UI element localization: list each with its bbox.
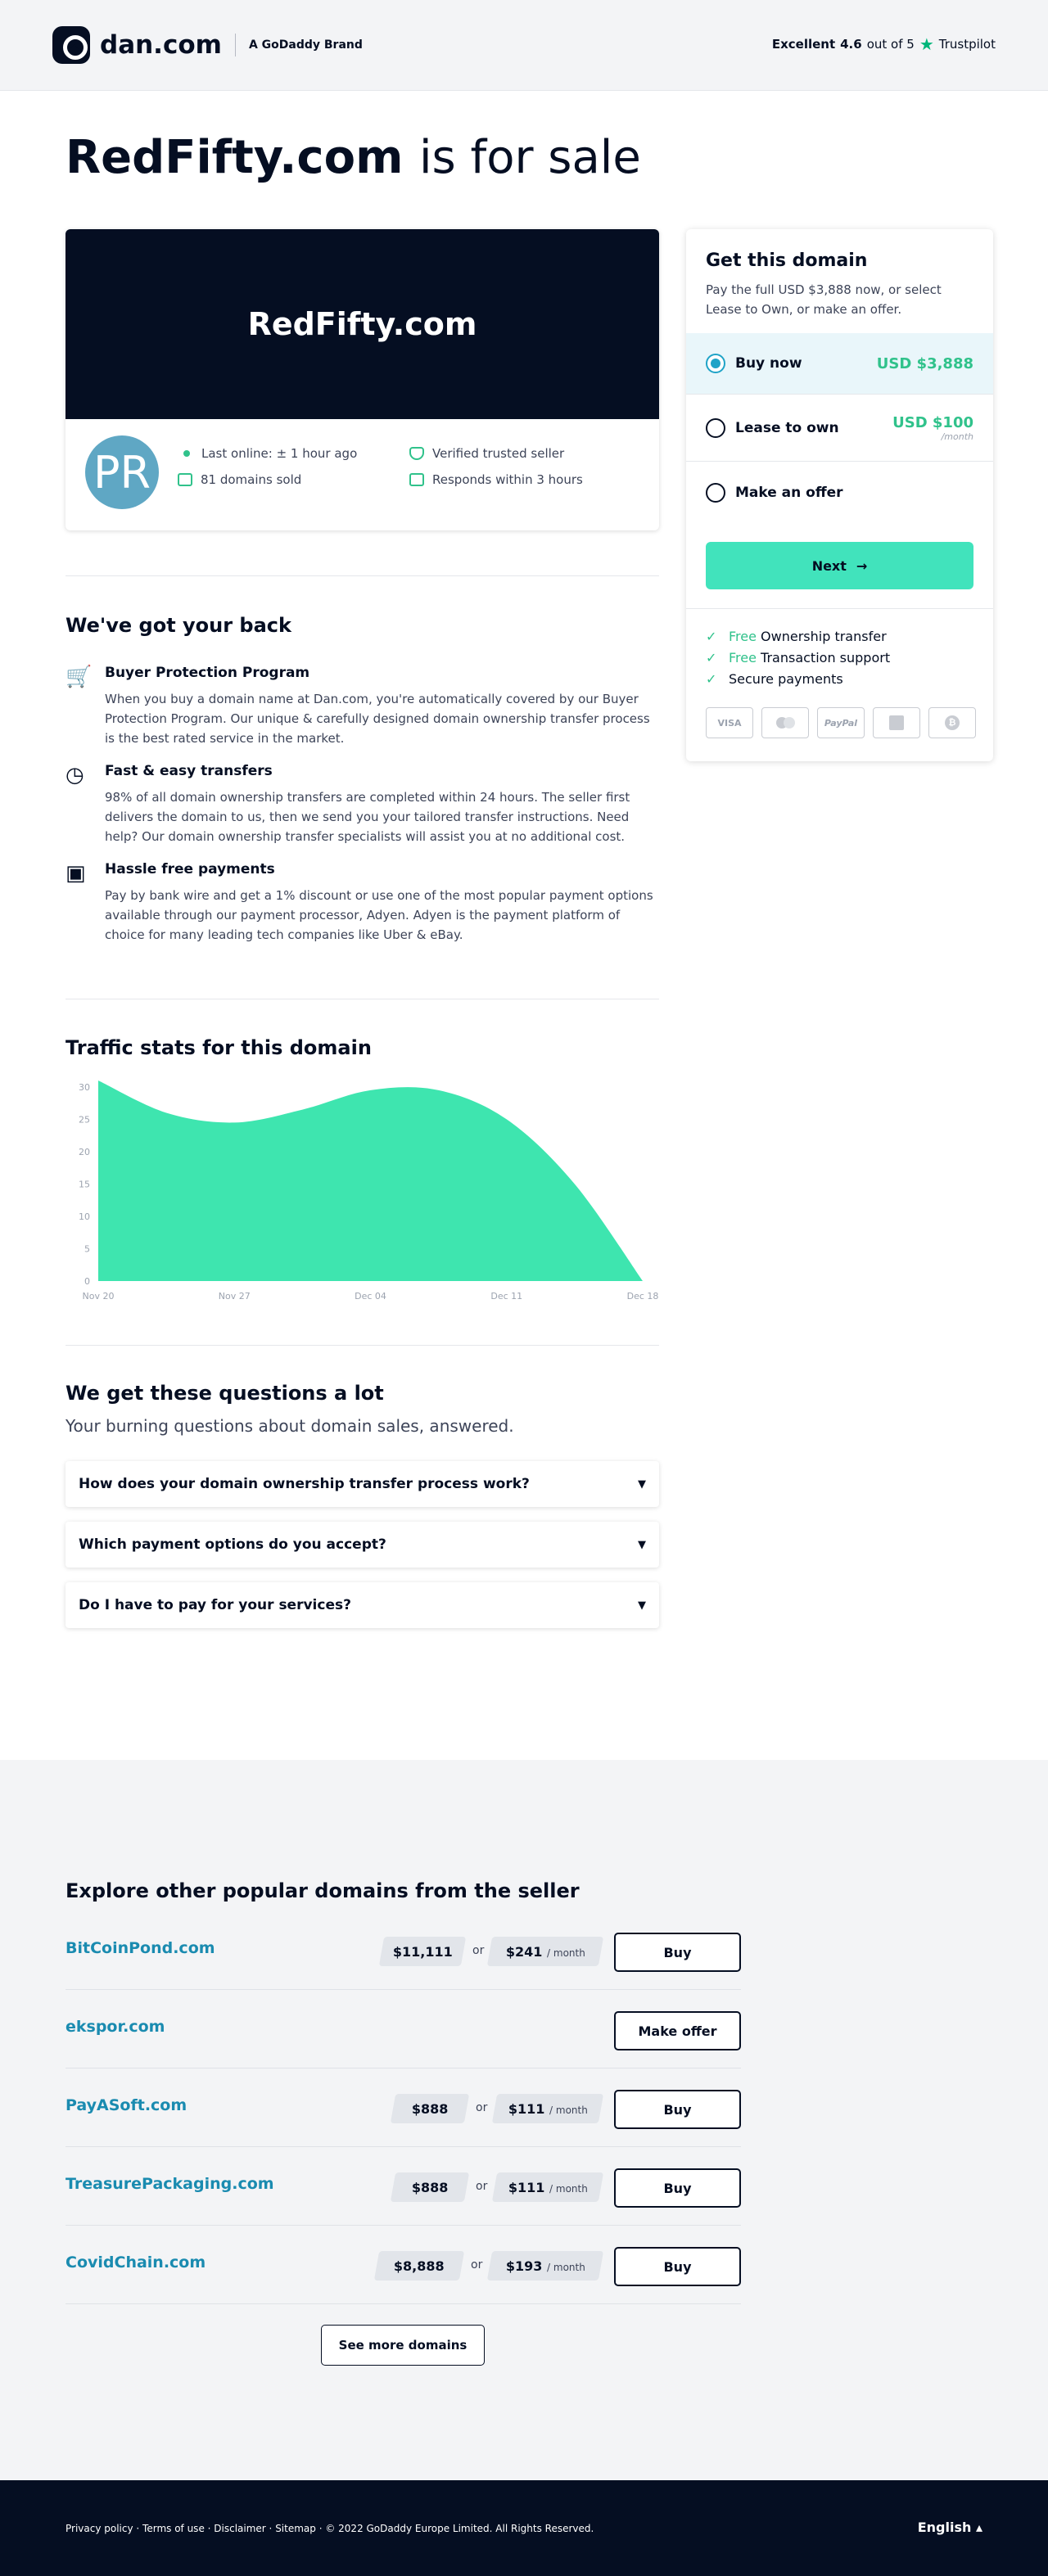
trustpilot-label: Trustpilot bbox=[938, 37, 996, 52]
rating-value: 4.6 bbox=[840, 37, 862, 52]
x-tick-label: Nov 27 bbox=[218, 1291, 251, 1302]
bank-transfer-icon bbox=[873, 707, 920, 738]
payment-methods bbox=[706, 707, 976, 738]
rating-excellent: Excellent bbox=[771, 37, 836, 52]
top-bar bbox=[0, 0, 1048, 91]
check-icon: ✓ bbox=[706, 650, 717, 665]
arrow-right-icon: → bbox=[856, 557, 868, 574]
buy-button[interactable]: Buy bbox=[614, 2090, 741, 2129]
buy-button[interactable]: Buy bbox=[614, 2168, 741, 2208]
chevron-up-icon: ▴ bbox=[975, 2520, 982, 2535]
buybox-desc: Pay the full USD $3,888 now, or select Lease to Own, or make an offer. bbox=[706, 282, 942, 317]
price-pill: $888 bbox=[391, 2172, 469, 2202]
clock-icon: ◷ bbox=[66, 763, 84, 787]
rating-suffix: out of 5 bbox=[866, 37, 915, 52]
faq-title: We get these questions a lot bbox=[66, 1382, 384, 1405]
godaddy-brand: A GoDaddy Brand bbox=[248, 38, 363, 52]
next-button[interactable]: Next → bbox=[706, 542, 973, 589]
perk-secure: ✓ Secure payments bbox=[706, 671, 843, 687]
page-title bbox=[66, 131, 641, 184]
domain-row: TreasurePackaging.com $888 or $111 / month Buy bbox=[66, 2147, 741, 2226]
visa-icon: VISA bbox=[706, 707, 753, 738]
feature-fast-transfers: ◷ Fast & easy transfers 98% of all domain ownership transfers are completed within 24 hours. The seller first delivers the domain to us, then we send you your tailored transfer instructions. Need help? Our domain ownership transfer specialists will assist you at no additional cost. bbox=[66, 763, 630, 844]
privacy-link[interactable]: Privacy policy bbox=[66, 2523, 133, 2534]
domain-row: CovidChain.com $8,888 or $193 / month Buy bbox=[66, 2226, 741, 2304]
check-icon: ✓ bbox=[706, 671, 717, 687]
option-make-offer[interactable]: Make an offer bbox=[686, 462, 993, 523]
y-tick-label: 10 bbox=[79, 1211, 90, 1222]
title-domain: RedFifty.com bbox=[66, 131, 404, 184]
domain-card bbox=[66, 229, 659, 530]
price-pill: $8,888 bbox=[374, 2251, 464, 2281]
monthly-pill: $193 / month bbox=[487, 2251, 603, 2281]
y-tick-label: 5 bbox=[84, 1243, 90, 1255]
seller-avatar: PR bbox=[85, 435, 159, 509]
buy-button[interactable]: Buy bbox=[614, 2247, 741, 2286]
faq-intro: Your burning questions about domain sales, answered. bbox=[66, 1416, 514, 1436]
x-tick-label: Dec 04 bbox=[355, 1291, 386, 1302]
footer bbox=[0, 2480, 1048, 2576]
traffic-chart bbox=[66, 1080, 659, 1310]
radio[interactable] bbox=[706, 483, 725, 503]
buy-button[interactable]: Buy bbox=[614, 1933, 741, 1972]
explore-title: Explore other popular domains from the seller bbox=[66, 1879, 580, 1902]
sitemap-link[interactable]: Sitemap bbox=[275, 2523, 316, 2534]
x-tick-label: Dec 11 bbox=[490, 1291, 523, 1302]
radio[interactable] bbox=[706, 418, 725, 438]
perk-support: ✓ Free Transaction support bbox=[706, 650, 891, 665]
faq-item[interactable]: How does your domain ownership transfer process work? ▼ bbox=[66, 1461, 659, 1507]
cart-icon: 🛒 bbox=[66, 665, 93, 689]
x-tick-label: Nov 20 bbox=[82, 1291, 115, 1302]
disclaimer-link[interactable]: Disclaimer bbox=[214, 2523, 266, 2534]
chevron-down-icon: ▼ bbox=[638, 1538, 646, 1551]
title-for-sale: is for sale bbox=[418, 131, 641, 184]
paypal-icon: PayPal bbox=[817, 707, 865, 738]
price-pill: $888 bbox=[391, 2094, 469, 2123]
shield-check-icon bbox=[409, 447, 424, 460]
see-more-button[interactable]: See more domains bbox=[321, 2325, 485, 2366]
feature-payments: ▣ Hassle free payments Pay by bank wire and get a 1% discount or use one of the most popular payment options available through our payment processor, Adyen. Adyen is the payment platform of choice for many leading tech companies like Uber & eBay. bbox=[66, 861, 653, 942]
monthly-pill: $241 / month bbox=[487, 1937, 603, 1966]
option-buy-now[interactable]: Buy now USD $3,888 bbox=[686, 333, 993, 395]
copyright: © 2022 GoDaddy Europe Limited. All Rights Reserved. bbox=[325, 2523, 594, 2534]
option-lease-to-own[interactable]: Lease to own USD $100 /month bbox=[686, 395, 993, 462]
language-selector[interactable]: English ▴ bbox=[917, 2520, 982, 2535]
back-title: We've got your back bbox=[66, 614, 291, 637]
faq-item[interactable]: Which payment options do you accept? ▼ bbox=[66, 1522, 659, 1568]
chevron-down-icon: ▼ bbox=[638, 1599, 646, 1612]
seller-info bbox=[66, 419, 659, 530]
traffic-title: Traffic stats for this domain bbox=[66, 1036, 372, 1059]
monthly-pill: $111 / month bbox=[492, 2172, 603, 2202]
buybox-title: Get this domain bbox=[706, 250, 868, 271]
footer-links: Privacy policy · Terms of use · Disclaimer · Sitemap · © 2022 GoDaddy Europe Limited. All Rights Reserved. bbox=[66, 2523, 594, 2534]
chat-icon bbox=[409, 473, 424, 486]
calendar-icon bbox=[178, 473, 192, 486]
y-tick-label: 15 bbox=[79, 1179, 90, 1190]
bitcoin-icon: ₿ bbox=[928, 707, 976, 738]
domain-row: PayASoft.com $888 or $111 / month Buy bbox=[66, 2068, 741, 2147]
traffic-area bbox=[98, 1080, 643, 1281]
domain-row: ekspor.com Make offer bbox=[66, 1990, 741, 2068]
y-tick-label: 20 bbox=[79, 1146, 90, 1157]
price-pill: $11,111 bbox=[379, 1937, 466, 1966]
check-icon: ✓ bbox=[706, 629, 717, 644]
y-tick-label: 0 bbox=[84, 1276, 90, 1287]
y-tick-label: 30 bbox=[79, 1081, 90, 1093]
faq-item[interactable]: Do I have to pay for your services? ▼ bbox=[66, 1582, 659, 1628]
domain-banner: RedFifty.com bbox=[66, 229, 659, 419]
last-online: Last online: ± 1 hour ago bbox=[180, 446, 357, 461]
chevron-down-icon: ▼ bbox=[638, 1477, 646, 1491]
domain-row: BitCoinPond.com $11,111 or $241 / month Buy bbox=[66, 1911, 741, 1990]
x-tick-label: Dec 18 bbox=[626, 1291, 659, 1302]
buy-box bbox=[686, 229, 993, 761]
dan-logo[interactable] bbox=[52, 26, 363, 64]
online-dot-icon bbox=[183, 450, 190, 457]
trustpilot-rating[interactable] bbox=[771, 34, 996, 54]
verified-seller: Verified trusted seller bbox=[409, 446, 564, 461]
monthly-pill: $111 / month bbox=[492, 2094, 603, 2123]
cash-icon: ▣ bbox=[66, 861, 86, 886]
feature-buyer-protection: 🛒 Buyer Protection Program When you buy a domain name at Dan.com, you're automatically covered by our Buyer Protection Program. Our unique & carefully designed domain ownership transfer process is the best rated service in the market. bbox=[66, 665, 650, 746]
terms-link[interactable]: Terms of use bbox=[142, 2523, 205, 2534]
domains-sold: 81 domains sold bbox=[178, 472, 301, 487]
radio-selected[interactable] bbox=[706, 354, 725, 373]
perk-ownership: ✓ Free Ownership transfer bbox=[706, 629, 887, 644]
response-time: Responds within 3 hours bbox=[409, 472, 583, 487]
mastercard-icon bbox=[761, 707, 809, 738]
make-offer-button[interactable]: Make offer bbox=[614, 2011, 741, 2050]
trustpilot-star-icon: ★ bbox=[919, 34, 934, 54]
dan-logo-icon bbox=[52, 26, 90, 64]
logo-text: dan.com bbox=[100, 30, 222, 60]
y-tick-label: 25 bbox=[79, 1114, 90, 1126]
